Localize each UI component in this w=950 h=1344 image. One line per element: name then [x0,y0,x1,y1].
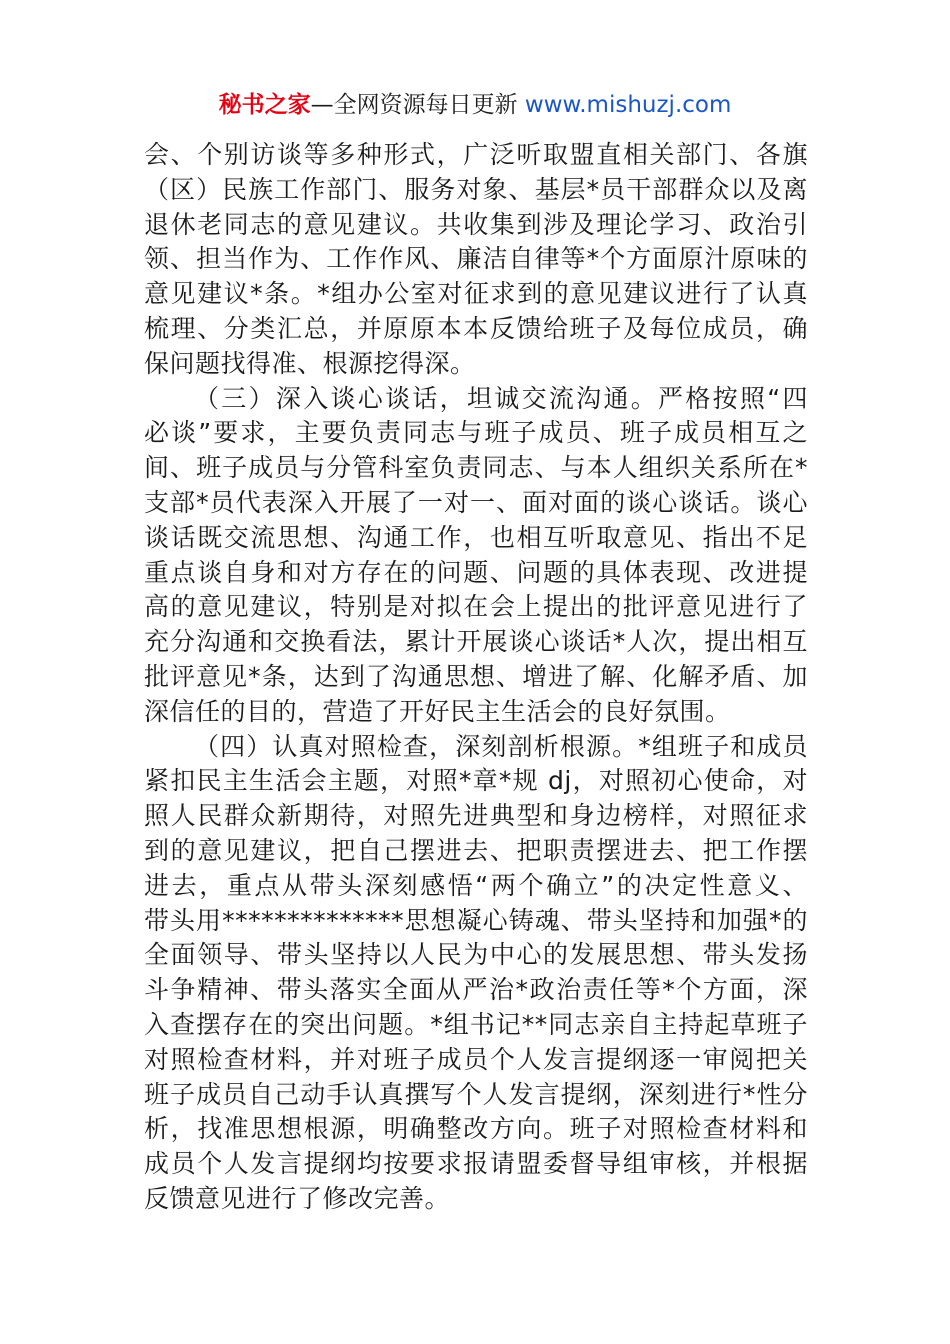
site-header [0,88,950,122]
text-line: 反馈意见进行了修改完善。 [144,1183,451,1213]
text-line: 支部*员代表深入开展了一对一、面对面的谈心谈话。谈心 [144,487,808,517]
section-heading-line: （三）深入谈心谈话，坦诚交流沟通。严格按照“四 [194,383,808,413]
text-line: 高的意见建议，特别是对拟在会上提出的批评意见进行了 [144,592,808,622]
brand-name: 秘书之家 [218,92,311,118]
text-line: 入查摆存在的突出问题。*组书记**同志亲自主持起草班子 [144,1009,808,1039]
text-line: 析，找准思想根源，明确整改方向。班子对照检查材料和 [144,1114,808,1144]
text-line: 意见建议*条。*组办公室对征求到的意见建议进行了认真 [144,279,808,309]
text-line: 充分沟通和交换看法，累计开展谈心谈话*人次，提出相互 [144,627,808,657]
text-line: 间、班子成员与分管科室负责同志、与本人组织关系所在* [144,453,808,483]
text-line: 批评意见*条，达到了沟通思想、增进了解、化解矛盾、加 [144,661,808,691]
text-line: 班子成员自己动手认真撰写个人发言提纲，深刻进行*性分 [144,1079,808,1109]
document-body [144,138,808,1217]
text-line: 全面领导、带头坚持以人民为中心的发展思想、带头发扬 [144,940,808,970]
text-line: 照人民群众新期待，对照先进典型和身边榜样，对照征求 [144,801,808,831]
text-line: 退休老同志的意见建议。共收集到涉及理论学习、政治引 [144,209,808,239]
text-line: 领、担当作为、工作作风、廉洁自律等*个方面原汁原味的 [144,244,808,274]
text-line: 深信任的目的，营造了开好民主生活会的良好氛围。 [144,696,731,726]
text-line: 会、个别访谈等多种形式，广泛听取盟直相关部门、各旗 [144,140,808,169]
section-heading-line: （四）认真对照检查，深刻剖析根源。*组班子和成员 [194,731,808,761]
text-line: 成员个人发言提纲均按要求报请盟委督导组审核，并根据 [144,1149,808,1179]
text-line: 斗争精神、带头落实全面从严治*政治责任等*个方面，深 [144,975,808,1005]
site-url-link[interactable]: www.mishuzj.com [524,92,732,118]
text-line: 到的意见建议，把自己摆进去、把职责摆进去、把工作摆 [144,835,808,865]
text-line: 必谈”要求，主要负责同志与班子成员、班子成员相互之 [144,418,808,448]
header-tagline: —全网资源每日更新 [310,92,518,118]
text-line: 谈话既交流思想、沟通工作，也相互听取意见、指出不足 [144,522,808,552]
text-line: 带头用**************思想凝心铸魂、带头坚持和加强*的 [144,905,808,935]
text-line: 进去，重点从带头深刻感悟“两个确立”的决定性意义、 [144,870,808,900]
text-line: （区）民族工作部门、服务对象、基层*员干部群众以及离 [144,174,808,204]
text-line: 保问题找得准、根源挖得深。 [144,348,476,378]
text-line: 重点谈自身和对方存在的问题、问题的具体表现、改进提 [144,557,808,587]
text-line: 紧扣民主生活会主题，对照*章*规 dj，对照初心使命，对 [144,766,808,796]
text-line: 梳理、分类汇总，并原原本本反馈给班子及每位成员，确 [144,313,808,343]
text-line: 对照检查材料，并对班子成员个人发言提纲逐一审阅把关 [144,1044,808,1074]
